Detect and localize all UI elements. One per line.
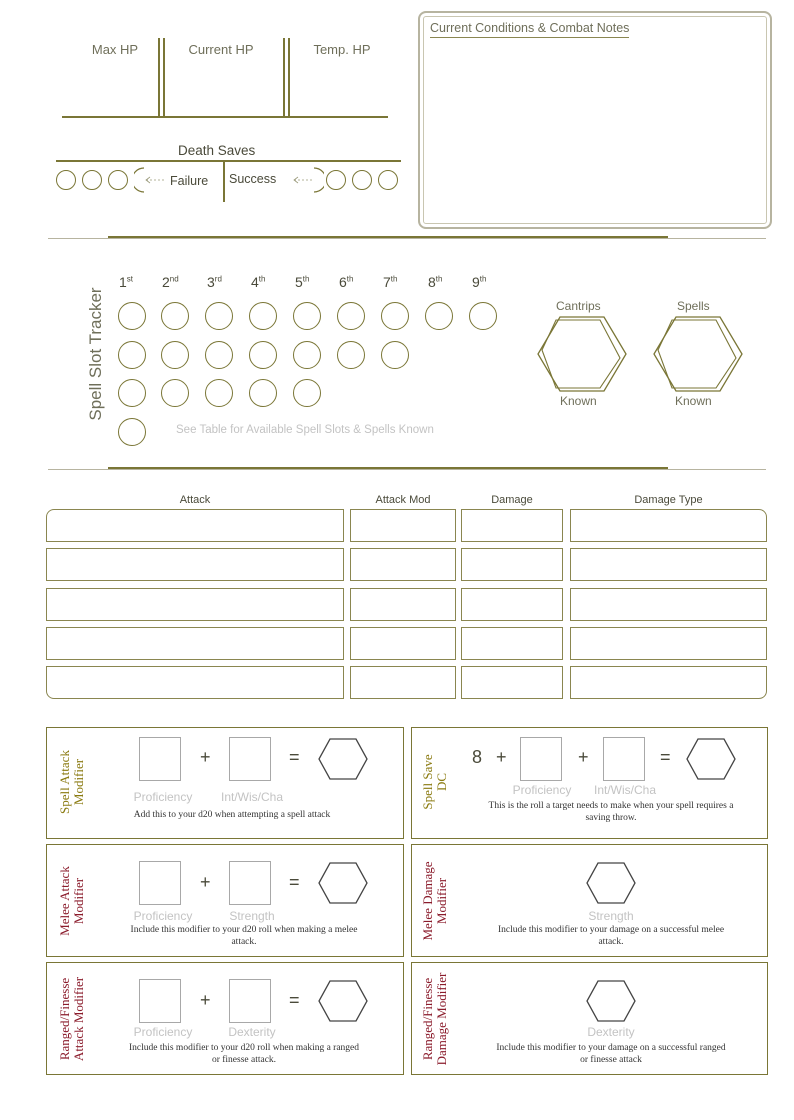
failure-circle-3[interactable] [108, 170, 128, 190]
level-3-label: 3rd [207, 274, 222, 290]
level-1-label: 1st [119, 274, 134, 290]
slot-5-2[interactable] [293, 341, 321, 369]
attack-mod-header: Attack Mod [375, 494, 431, 506]
damage-cell[interactable] [461, 509, 563, 542]
ranged-attack-description: Include this modifier to your d20 roll when making a ranged or finesse attack. [128, 1043, 360, 1065]
dexterity-caption: Dexterity [587, 1025, 635, 1039]
proficiency-caption: Proficiency [512, 783, 572, 797]
hp-divider-2b [288, 38, 290, 116]
equals-sign: = [660, 747, 671, 767]
melee-attack-panel [46, 844, 404, 957]
melee-attack-title: Melee Attack Modifier [57, 866, 86, 936]
slot-5-3[interactable] [293, 379, 321, 407]
level-2-label: 2nd [162, 274, 179, 290]
ranged-attack-proficiency-box[interactable] [139, 979, 181, 1023]
hp-divider-1b [163, 38, 165, 116]
spells-known-label: Known [675, 394, 712, 408]
proficiency-caption: Proficiency [133, 1025, 193, 1039]
spell-save-description: This is the roll a target needs to make when your spell requires a saving throw. [488, 801, 734, 823]
cantrips-hexagon-icon[interactable] [534, 314, 630, 394]
attack-mod-cell[interactable] [350, 588, 456, 621]
spell-attack-title: Spell Attack Modifier [57, 750, 86, 814]
level-5-label: 5th [295, 274, 310, 290]
max-hp-field[interactable] [60, 66, 156, 114]
ability-caption: Int/Wis/Cha [220, 790, 283, 804]
attack-name-cell[interactable] [46, 548, 344, 581]
spell-slot-title: Spell Slot Tracker [86, 287, 105, 421]
section-divider-1 [48, 238, 766, 239]
spell-save-result-hexagon-icon[interactable] [685, 737, 737, 781]
strength-caption: Strength [229, 909, 275, 923]
success-circle-1[interactable] [326, 170, 346, 190]
attack-header: Attack [179, 494, 211, 506]
damage-type-cell[interactable] [570, 666, 767, 699]
level-7-label: 7th [383, 274, 398, 290]
combat-notes-title: Current Conditions & Combat Notes [430, 21, 629, 38]
success-arrow-icon [290, 166, 324, 194]
damage-type-cell[interactable] [570, 588, 767, 621]
melee-damage-hexagon-icon[interactable] [585, 861, 637, 905]
cantrips-known-label: Known [560, 394, 597, 408]
success-label: Success [229, 172, 277, 186]
equals-sign: = [289, 872, 300, 892]
ranged-attack-result-hexagon-icon[interactable] [317, 979, 369, 1023]
attack-mod-cell[interactable] [350, 666, 456, 699]
failure-label: Failure [170, 174, 209, 188]
slot-1-1[interactable] [118, 302, 146, 330]
spell-attack-panel [46, 727, 404, 839]
slot-4-1[interactable] [249, 302, 277, 330]
slot-7-2[interactable] [381, 341, 409, 369]
melee-attack-description: Include this modifier to your d20 roll when making a melee attack. [130, 925, 358, 947]
slot-6-1[interactable] [337, 302, 365, 330]
section-divider-1-accent [108, 236, 668, 238]
current-hp-field[interactable] [167, 66, 281, 114]
slot-1-4[interactable] [118, 418, 146, 446]
slot-2-1[interactable] [161, 302, 189, 330]
cantrips-label: Cantrips [556, 299, 601, 313]
slot-7-1[interactable] [381, 302, 409, 330]
section-divider-2 [48, 469, 766, 470]
slot-4-3[interactable] [249, 379, 277, 407]
strength-caption: Strength [588, 909, 634, 923]
plus-sign: + [578, 747, 589, 767]
hp-divider-1 [158, 38, 160, 116]
spell-attack-description: Add this to your d20 when attempting a spell attack [133, 810, 331, 820]
level-9-label: 9th [472, 274, 487, 290]
slot-1-2[interactable] [118, 341, 146, 369]
attack-name-cell[interactable] [46, 509, 344, 542]
death-saves-title: Death Saves [178, 143, 256, 158]
max-hp-label: Max HP [91, 42, 139, 57]
slot-6-2[interactable] [337, 341, 365, 369]
ranged-damage-title: Ranged/Finesse Damage Modifier [420, 972, 449, 1066]
equals-sign: = [289, 990, 300, 1010]
spell-save-ability-box[interactable] [603, 737, 645, 781]
damage-type-cell[interactable] [570, 509, 767, 542]
spells-hexagon-icon[interactable] [650, 314, 746, 394]
equals-sign: = [289, 747, 300, 767]
damage-type-cell[interactable] [570, 548, 767, 581]
combat-notes-box[interactable] [418, 11, 772, 229]
attack-name-cell[interactable] [46, 627, 344, 660]
spells-label: Spells [677, 299, 710, 313]
plus-sign: + [496, 747, 507, 767]
success-circle-2[interactable] [352, 170, 372, 190]
slot-3-2[interactable] [205, 341, 233, 369]
proficiency-caption: Proficiency [133, 790, 193, 804]
base-eight: 8 [472, 747, 483, 767]
slot-5-1[interactable] [293, 302, 321, 330]
melee-damage-panel [411, 844, 768, 957]
melee-damage-description: Include this modifier to your damage on a successful melee attack. [497, 925, 725, 947]
ranged-attack-dexterity-box[interactable] [229, 979, 271, 1023]
spell-attack-result-hexagon-icon[interactable] [317, 737, 369, 781]
dexterity-caption: Dexterity [228, 1025, 276, 1039]
failure-arrow-icon [134, 166, 168, 194]
ranged-damage-panel [411, 962, 768, 1075]
hp-divider-2 [283, 38, 285, 116]
damage-type-header: Damage Type [634, 494, 703, 506]
melee-attack-strength-box[interactable] [229, 861, 271, 905]
ranged-attack-title: Ranged/Finesse Attack Modifier [57, 976, 86, 1062]
spell-slot-note: See Table for Available Spell Slots & Spells Known [176, 424, 434, 436]
spell-save-proficiency-box[interactable] [520, 737, 562, 781]
melee-attack-proficiency-box[interactable] [139, 861, 181, 905]
level-4-label: 4th [251, 274, 266, 290]
damage-cell[interactable] [461, 627, 563, 660]
slot-3-1[interactable] [205, 302, 233, 330]
level-8-label: 8th [428, 274, 443, 290]
plus-sign: + [200, 872, 211, 892]
section-divider-2-accent [108, 467, 668, 469]
failure-circle-2[interactable] [82, 170, 102, 190]
slot-3-3[interactable] [205, 379, 233, 407]
slot-9-1[interactable] [469, 302, 497, 330]
spell-attack-ability-box[interactable] [229, 737, 271, 781]
current-hp-label: Current HP [188, 42, 254, 57]
ranged-damage-description: Include this modifier to your damage on a successful ranged or finesse attack [496, 1043, 726, 1065]
attack-mod-cell[interactable] [350, 548, 456, 581]
slot-4-2[interactable] [249, 341, 277, 369]
spell-save-title: Spell Save DC [420, 754, 449, 810]
death-saves-divider [223, 162, 225, 202]
slot-2-2[interactable] [161, 341, 189, 369]
temp-hp-field[interactable] [292, 66, 388, 114]
ability-caption: Int/Wis/Cha [593, 783, 656, 797]
ranged-attack-panel [46, 962, 404, 1075]
spell-attack-proficiency-box[interactable] [139, 737, 181, 781]
attack-mod-cell[interactable] [350, 509, 456, 542]
plus-sign: + [200, 747, 211, 767]
temp-hp-label: Temp. HP [313, 42, 371, 57]
ranged-damage-hexagon-icon[interactable] [585, 979, 637, 1023]
slot-8-1[interactable] [425, 302, 453, 330]
spell-save-panel [411, 727, 768, 839]
slot-2-3[interactable] [161, 379, 189, 407]
plus-sign: + [200, 990, 211, 1010]
proficiency-caption: Proficiency [133, 909, 193, 923]
failure-circle-1[interactable] [56, 170, 76, 190]
attack-name-cell[interactable] [46, 588, 344, 621]
damage-cell[interactable] [461, 588, 563, 621]
damage-cell[interactable] [461, 548, 563, 581]
melee-damage-title: Melee Damage Modifier [420, 861, 449, 941]
attack-name-cell[interactable] [46, 666, 344, 699]
attack-mod-cell[interactable] [350, 627, 456, 660]
success-circle-3[interactable] [378, 170, 398, 190]
hp-baseline [62, 116, 388, 118]
melee-attack-result-hexagon-icon[interactable] [317, 861, 369, 905]
damage-type-cell[interactable] [570, 627, 767, 660]
slot-1-3[interactable] [118, 379, 146, 407]
damage-header: Damage [491, 494, 533, 506]
damage-cell[interactable] [461, 666, 563, 699]
level-6-label: 6th [339, 274, 354, 290]
death-saves-rule [56, 160, 401, 162]
